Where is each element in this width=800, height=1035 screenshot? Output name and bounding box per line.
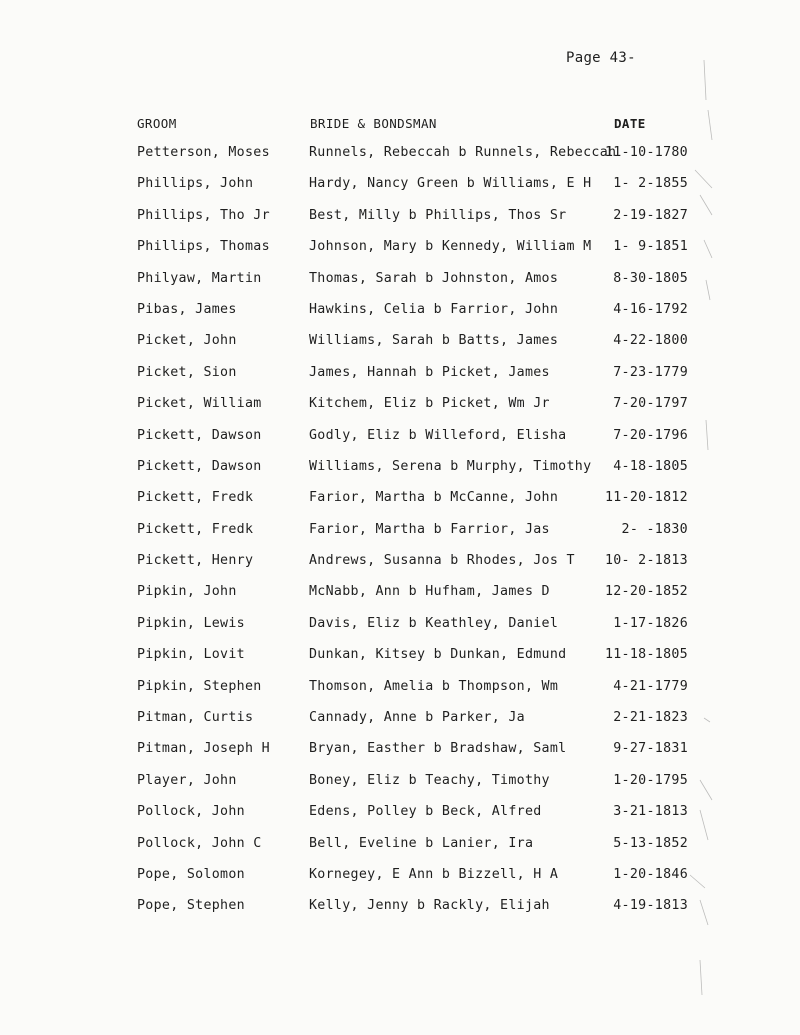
record-row (0, 867, 800, 898)
bride-bondsman: Thomas, Sarah b Johnston, Amos (309, 270, 559, 286)
groom-name: Pope, Solomon (137, 866, 245, 882)
record-row (0, 459, 800, 490)
marriage-date: 11-10-1780 (604, 145, 688, 160)
groom-name: Pitman, Joseph H (137, 741, 270, 757)
record-row (0, 647, 800, 678)
bride-bondsman: Andrews, Susanna b Rhodes, Jos T (309, 553, 575, 569)
marriage-date: 7-23-1779 (613, 364, 688, 380)
groom-name: Philyaw, Martin (137, 270, 262, 286)
marriage-date: 2-19-1827 (613, 207, 688, 223)
record-row (0, 490, 800, 521)
record-row (0, 804, 800, 835)
record-row (0, 208, 800, 239)
marriage-date: 11-20-1812 (604, 490, 688, 506)
groom-name: Pollock, John C (137, 835, 262, 851)
groom-name: Pipkin, Lewis (137, 615, 245, 631)
marriage-date: 11-18-1805 (604, 647, 688, 663)
bride-bondsman: Kitchem, Eliz b Picket, Wm Jr (309, 396, 550, 412)
header-bride-bondsman: BRIDE & BONDSMAN (310, 116, 437, 131)
record-row (0, 428, 800, 459)
bride-bondsman: Cannady, Anne b Parker, Ja (309, 710, 525, 726)
groom-name: Pickett, Fredk (137, 490, 254, 506)
bride-bondsman: McNabb, Ann b Hufham, James D (309, 584, 550, 600)
bride-bondsman: Kornegey, E Ann b Bizzell, H A (309, 866, 559, 882)
groom-name: Picket, William (137, 396, 262, 412)
record-row (0, 616, 800, 647)
marriage-date: 3-21-1813 (613, 804, 688, 820)
groom-name: Pickett, Henry (137, 553, 254, 569)
bride-bondsman: Williams, Sarah b Batts, James (309, 333, 559, 349)
marriage-date: 5-13-1852 (613, 835, 688, 851)
bride-bondsman: Boney, Eliz b Teachy, Timothy (309, 772, 550, 788)
record-row (0, 836, 800, 867)
marriage-date: 9-27-1831 (613, 741, 688, 757)
groom-name: Phillips, Tho Jr (137, 207, 270, 223)
bride-bondsman: Williams, Serena b Murphy, Timothy (309, 458, 592, 474)
bride-bondsman: Hawkins, Celia b Farrior, John (309, 301, 559, 317)
record-row (0, 741, 800, 772)
groom-name: Pickett, Fredk (137, 521, 254, 537)
marriage-date: 1-17-1826 (613, 615, 688, 631)
bride-bondsman: Farior, Martha b McCanne, John (309, 490, 559, 506)
marriage-date: 4-19-1813 (613, 898, 688, 914)
groom-name: Player, John (137, 772, 237, 788)
groom-name: Phillips, John (137, 176, 254, 192)
marriage-date: 1- 9-1851 (613, 239, 688, 255)
marriage-date: 4-21-1779 (613, 678, 688, 694)
bride-bondsman: Godly, Eliz b Willeford, Elisha (309, 427, 567, 443)
record-row (0, 898, 800, 929)
record-row (0, 239, 800, 270)
bride-bondsman: Hardy, Nancy Green b Williams, E H (309, 176, 592, 192)
marriage-date: 1-20-1795 (613, 772, 688, 788)
record-row (0, 396, 800, 427)
record-row (0, 302, 800, 333)
record-row (0, 584, 800, 615)
groom-name: Phillips, Thomas (137, 239, 270, 255)
marriage-date: 1- 2-1855 (613, 176, 688, 192)
bride-bondsman: Bryan, Easther b Bradshaw, Saml (309, 741, 567, 757)
bride-bondsman: James, Hannah b Picket, James (309, 364, 550, 380)
groom-name: Pope, Stephen (137, 898, 245, 914)
record-row (0, 522, 800, 553)
record-row (0, 176, 800, 207)
marriage-date: 4-16-1792 (613, 301, 688, 317)
bride-bondsman: Bell, Eveline b Lanier, Ira (309, 835, 534, 851)
groom-name: Pipkin, John (137, 584, 237, 600)
page-number: Page 43- (566, 50, 636, 66)
record-row (0, 553, 800, 584)
groom-name: Picket, Sion (137, 364, 237, 380)
record-row (0, 679, 800, 710)
marriage-date: 7-20-1796 (613, 427, 688, 443)
bride-bondsman: Edens, Polley b Beck, Alfred (309, 804, 542, 820)
marriage-records-list (0, 145, 800, 930)
marriage-date: 7-20-1797 (613, 396, 688, 412)
groom-name: Picket, John (137, 333, 237, 349)
groom-name: Pickett, Dawson (137, 427, 262, 443)
bride-bondsman: Runnels, Rebeccah b Runnels, Rebeccah (309, 145, 617, 160)
bride-bondsman: Davis, Eliz b Keathley, Daniel (309, 615, 559, 631)
record-row (0, 271, 800, 302)
record-row (0, 145, 800, 176)
header-groom: GROOM (137, 116, 177, 131)
marriage-date: 8-30-1805 (613, 270, 688, 286)
bride-bondsman: Best, Milly b Phillips, Thos Sr (309, 207, 567, 223)
bride-bondsman: Johnson, Mary b Kennedy, William M (309, 239, 592, 255)
groom-name: Pickett, Dawson (137, 458, 262, 474)
marriage-date: 10- 2-1813 (604, 553, 688, 569)
record-row (0, 333, 800, 364)
marriage-date: 4-18-1805 (613, 458, 688, 474)
bride-bondsman: Farior, Martha b Farrior, Jas (309, 521, 550, 537)
marriage-date: 2- -1830 (621, 521, 688, 537)
marriage-date: 2-21-1823 (613, 710, 688, 726)
marriage-date: 12-20-1852 (604, 584, 688, 600)
record-row (0, 365, 800, 396)
marriage-date: 4-22-1800 (613, 333, 688, 349)
groom-name: Pipkin, Stephen (137, 678, 262, 694)
record-row (0, 710, 800, 741)
header-date: DATE (614, 116, 646, 131)
bride-bondsman: Dunkan, Kitsey b Dunkan, Edmund (309, 647, 567, 663)
bride-bondsman: Thomson, Amelia b Thompson, Wm (309, 678, 559, 694)
bride-bondsman: Kelly, Jenny b Rackly, Elijah (309, 898, 550, 914)
record-row (0, 773, 800, 804)
groom-name: Pibas, James (137, 301, 237, 317)
groom-name: Pitman, Curtis (137, 710, 254, 726)
groom-name: Petterson, Moses (137, 145, 270, 160)
marriage-date: 1-20-1846 (613, 866, 688, 882)
groom-name: Pollock, John (137, 804, 245, 820)
groom-name: Pipkin, Lovit (137, 647, 245, 663)
